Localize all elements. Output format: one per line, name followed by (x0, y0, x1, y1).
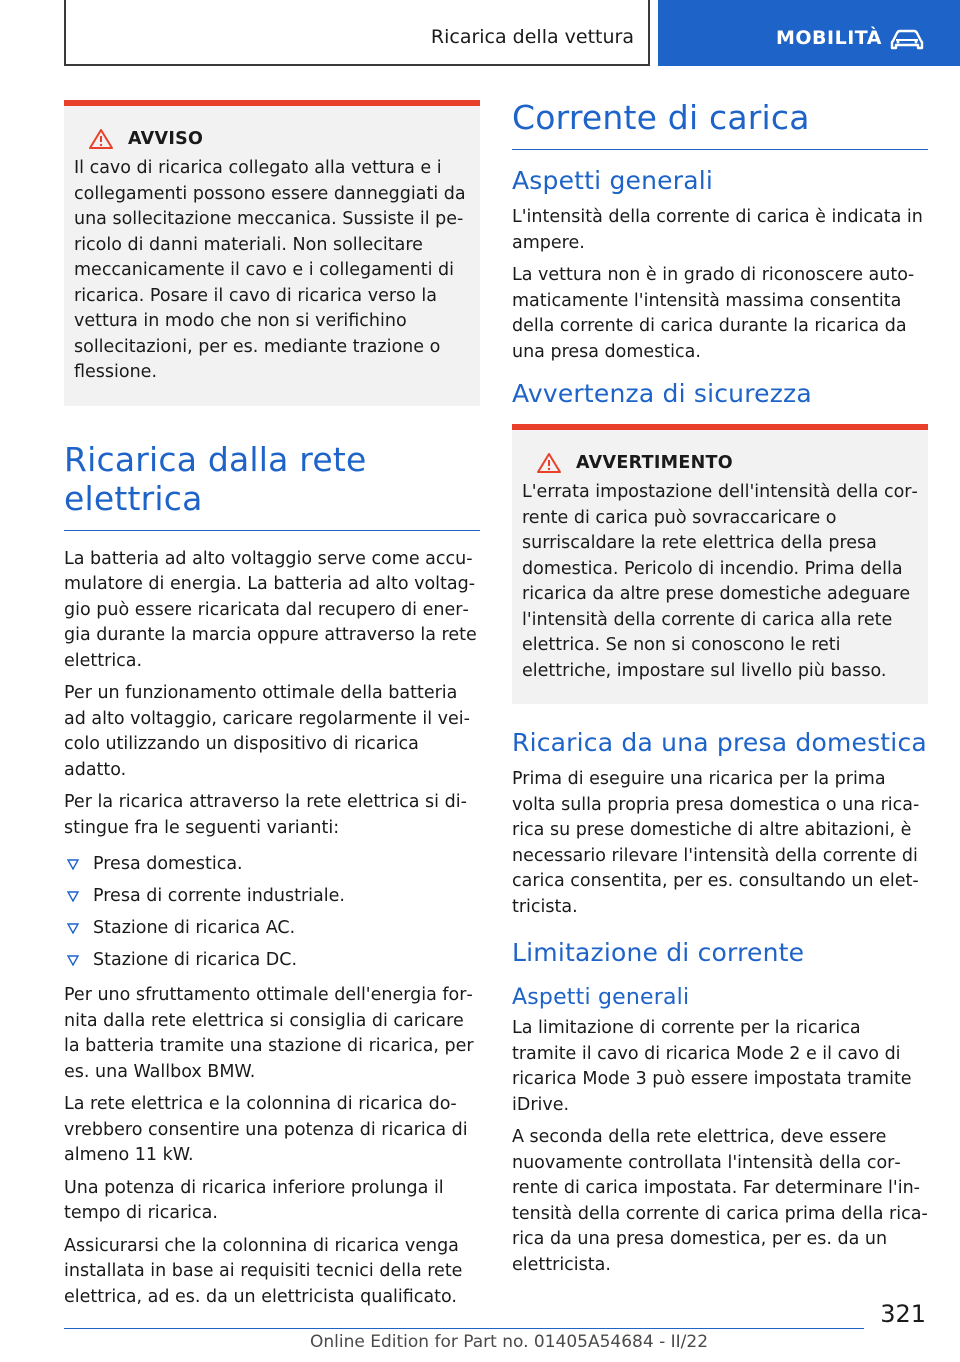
warning-header (522, 452, 918, 474)
variants-list (64, 848, 480, 976)
subheading-avvertenza: Avvertenza di sicurezza (512, 379, 812, 408)
warning-box (512, 424, 928, 704)
subheading-aspetti-generali-2: Aspetti generali (512, 985, 690, 1010)
bullet-triangle-icon (67, 858, 79, 870)
bullet-triangle-icon (67, 954, 79, 966)
paragraph: La limitazione di corrente per la ricarica tramite il cavo di ricarica Mode 2 e il cavo di ricarica Mode 3 può essere impostata tramite iDrive. (512, 1018, 912, 1115)
page-number: 321 (880, 1300, 926, 1328)
warning-triangle-icon (88, 128, 114, 150)
bullet-triangle-icon (67, 922, 79, 934)
notice-title: AVVISO (128, 129, 204, 149)
list-item: Stazione di ricarica AC. (64, 912, 480, 944)
list-item: Stazione di ricarica DC. (64, 944, 480, 976)
warning-title: AVVERTIMENTO (576, 453, 733, 473)
right-column (512, 98, 928, 1285)
header-section-box (658, 0, 960, 66)
notice-text: Il cavo di ricarica collegato alla vettura e i collegamenti possono essere danneggiati da una sollecitazione meccanica. Sussiste il pericolo di danni materiali. Non sollecitare meccanicamente il cavo e i collegamenti di ricarica. Posare il cavo di ricarica verso la vettura in modo che non si verifichino sollecitazioni, per es. mediante trazione o flessione. (74, 158, 466, 382)
paragraph: Assicurarsi che la colonnina di ricarica venga installata in base ai requisiti tecnici della rete elettrica, ad es. da un elettricista qualificato. (64, 1235, 463, 1307)
bullet-triangle-icon (67, 890, 79, 902)
notice-header (74, 128, 470, 150)
warning-triangle-icon (536, 452, 562, 474)
paragraph: La batteria ad alto voltaggio serve come accumulatore di energia. La batteria ad alto voltaggio può essere ricaricata dal recupero di energia durante la marcia oppure attraverso la rete elettrica. (64, 548, 477, 671)
list-item: Presa di corrente industriale. (64, 880, 480, 912)
chapter-title: Ricarica della vettura (430, 26, 634, 48)
paragraph: Per la ricarica attraverso la rete elettrica si distingue fra le seguenti varianti: (64, 792, 467, 838)
edition-text: Online Edition for Part no. 01405A54684 - II/22 (310, 1332, 709, 1352)
paragraph: La vettura non è in grado di riconoscere automaticamente l'intensità massima consentita della corrente di carica durante la ricarica da una presa domestica. (512, 265, 915, 362)
footer-divider (64, 1328, 864, 1329)
car-icon (890, 29, 924, 51)
paragraph: A seconda della rete elettrica, deve essere nuovamente controllata l'intensità della corrente di carica impostata. Far determinare l'intensità della corrente di carica prima della ricarica da una presa domestica, per es. da un elettricista. (512, 1127, 928, 1275)
section-heading-corrente: Corrente di carica (512, 98, 928, 150)
warning-text: L'errata impostazione dell'intensità della corrente di carica può sovraccaricare o surriscaldare la rete elettrica della presa domestica. Pericolo di incendio. Prima della ricarica da altre prese domestiche adeguare l'intensità della corrente di carica alla rete elettrica. Se non si conoscono le reti elettriche, impostare sul livello più basso. (522, 482, 918, 681)
section-title: MOBILITÀ (776, 27, 882, 49)
section-heading-ricarica-rete: Ricarica dalla rete elettrica (64, 440, 480, 531)
subheading-aspetti-generali: Aspetti generali (512, 166, 714, 195)
paragraph: Prima di eseguire una ricarica per la prima volta sulla propria presa domestica o una ricarica su prese domestiche di altre abitazioni, è necessario rilevare l'intensità della corrente di carica consentita, per es. consultando un elettricista. (512, 769, 920, 917)
paragraph: L'intensità della corrente di carica è indicata in ampere. (512, 207, 923, 253)
left-column (64, 100, 480, 1317)
subheading-limitazione: Limitazione di corrente (512, 938, 805, 967)
paragraph: Per uno sfruttamento ottimale dell'energia fornita dalla rete elettrica si consiglia di caricare la batteria tramite una stazione di ricarica, per es. una Wallbox BMW. (64, 985, 474, 1082)
notice-box (64, 100, 480, 406)
subheading-presa-domestica: Ricarica da una presa domestica (512, 728, 927, 757)
header-chapter-box (64, 0, 650, 66)
paragraph: La rete elettrica e la colonnina di ricarica dovrebbero consentire una potenza di ricarica di almeno 11 kW. (64, 1094, 468, 1165)
paragraph: Una potenza di ricarica inferiore prolunga il tempo di ricarica. (64, 1177, 444, 1223)
list-item: Presa domestica. (64, 848, 480, 880)
paragraph: Per un funzionamento ottimale della batteria ad alto voltaggio, caricare regolarmente il veicolo utilizzando un dispositivo di ricarica adatto. (64, 683, 470, 780)
